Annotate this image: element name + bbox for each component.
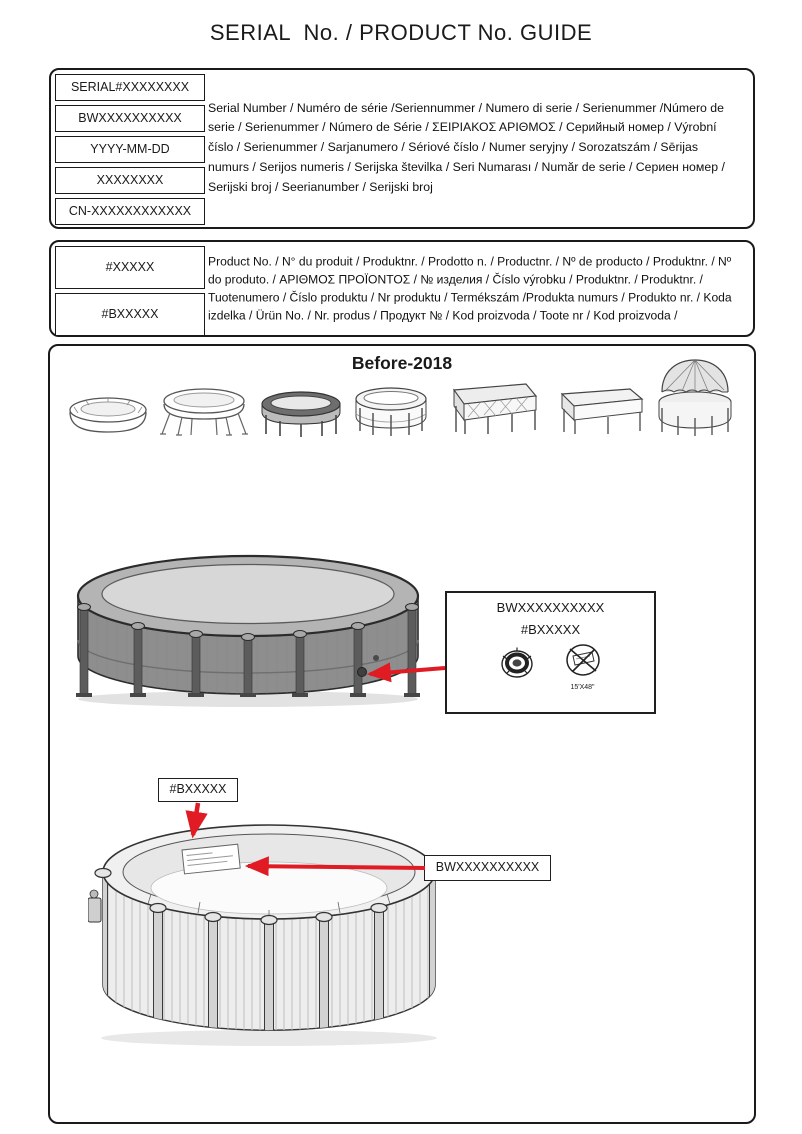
product-code-list (55, 246, 205, 340)
serial-location-callout (445, 591, 656, 714)
callout-product-number: #BXXXXX (520, 622, 581, 637)
product-number-cell: #XXXXX (55, 246, 205, 289)
rect-frame-pool-icon (438, 380, 540, 438)
batch-number-cell: XXXXXXXX (55, 167, 205, 194)
wall-port (358, 668, 367, 677)
pool-type-icon-row (66, 358, 738, 438)
skimmer (88, 890, 101, 922)
product-description: Product No. / N° du produit / Produktnr. / Prodotto n. / Productnr. / Nº de producto / Produktnr. / Nº do produto. / ΑΡΙΘΜΟΣ ΠΡΟΪΟΝΤΟΣ / № изделия / Číslo výrobku / Produktnr. / Produktnr. / Tuotenumero / Číslo produktu / Nr produktu / Termékszám /Produkta numurs / Produkto nr. / Koda izdelka / Ürün No. / Nr. produs / Продукт № / Kod proizvoda / Toote nr / Kod proizvoda / (208, 254, 732, 323)
cn-number-cell: CN-XXXXXXXXXXXX (55, 198, 205, 225)
bw-number-cell: BWXXXXXXXXXX (55, 105, 205, 132)
round-frame-pool-icon (352, 386, 430, 438)
oval-frame-pool-icon (258, 390, 344, 438)
product-number-box (49, 240, 755, 337)
easy-set-pool-icon (66, 394, 150, 438)
page-title: SERIAL No. / PRODUCT No. GUIDE (209, 20, 593, 45)
size-label-group (561, 642, 605, 691)
serial-code-list (55, 74, 205, 229)
serial-sticker (182, 844, 240, 874)
before-2018-diagram (48, 344, 756, 1124)
size-label-text: 15'X48" (570, 684, 595, 691)
steel-wall-pool-illustration (88, 810, 450, 1050)
date-format-cell: YYYY-MM-DD (55, 136, 205, 163)
wall-port-icon (497, 642, 537, 684)
callout-icons (447, 642, 654, 691)
diagram-heading: Before-2018 (351, 353, 453, 373)
serial-format-cell: SERIAL#XXXXXXXX (55, 74, 205, 101)
size-label-crossed-icon (561, 642, 605, 678)
dome-pool-icon (652, 358, 738, 438)
product-number-label: #BXXXXX (158, 778, 238, 802)
frame-pool-illustration (62, 548, 434, 710)
serial-number-box (49, 68, 755, 229)
product-b-number-cell: #BXXXXX (55, 293, 205, 336)
serial-description: Serial Number / Numéro de série /Seriennummer / Numero di serie / Serienummer /Número de serie / Serienummer / Número de Série / ΣΕΙΡΙΑΚΟΣ ΑΡΙΘΜΟΣ / Серийный номер / Výrobní číslo / Serienummer / Sarjanumero / Sériové číslo / Numer seryjny / Sorozatszám / Sērijas numurs / Serijos numeris / Serijska številka / Seri Numarası / Număr de serie / Сериен номер / Serijski broj / Seerianumber / Serijski broj (208, 100, 725, 195)
oval-fast-set-pool-icon (158, 386, 250, 438)
serial-number-label: BWXXXXXXXXXX (424, 855, 551, 881)
rect-pool-icon (548, 384, 644, 438)
callout-serial-number: BWXXXXXXXXXX (496, 600, 605, 615)
